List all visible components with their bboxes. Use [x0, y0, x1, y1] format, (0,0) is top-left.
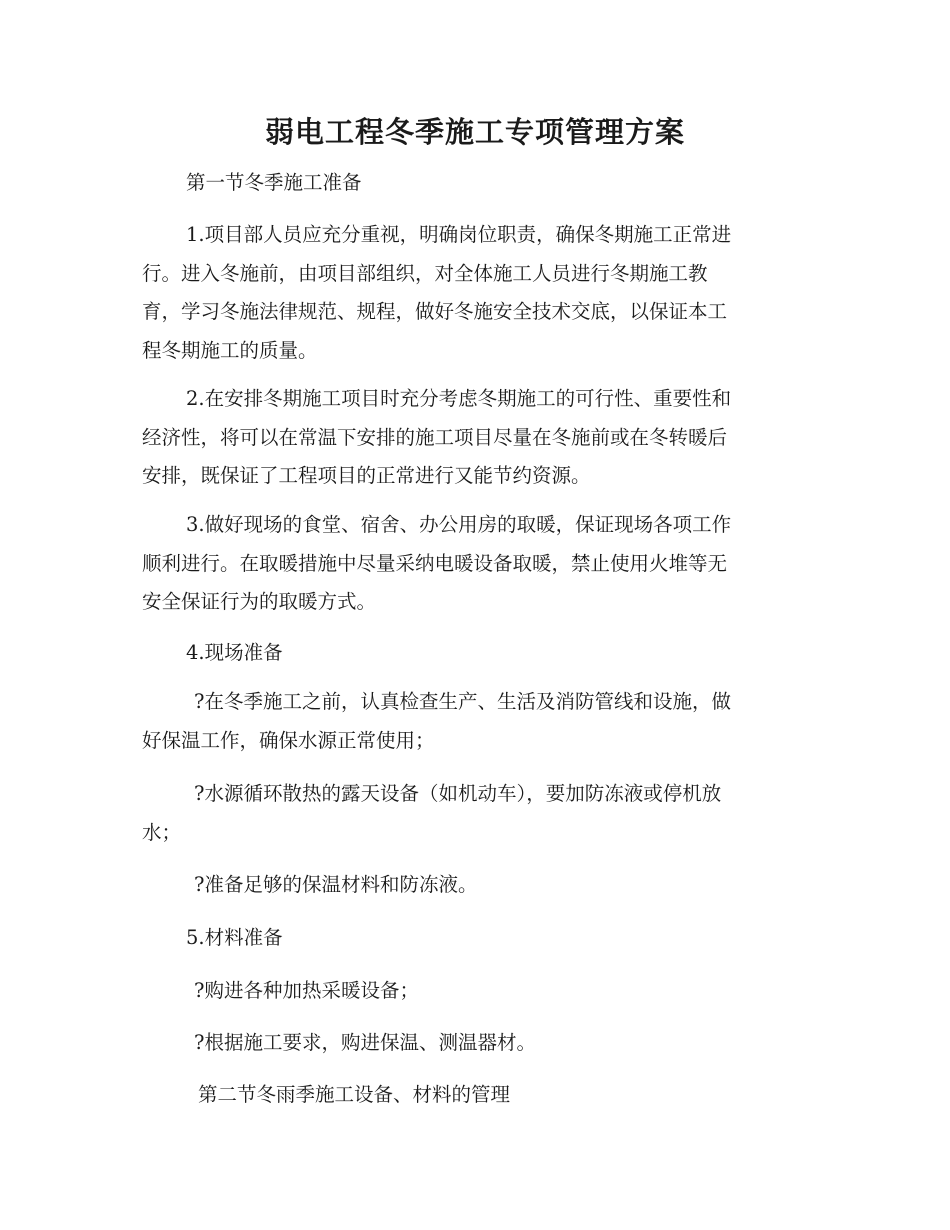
item-4-b — [142, 775, 794, 852]
paragraph-line: ?在冬季施工之前，认真检查生产、生活及消防管线和设施，做 — [194, 690, 731, 713]
item-5-b: ?根据施工要求，购进保温、测温器材。 — [194, 1031, 536, 1054]
paragraph-line: 2.在安排冬期施工项目时充分考虑冬期施工的可行性、重要性和 — [186, 387, 732, 410]
paragraph-line: 安排，既保证了工程项目的正常进行又能节约资源。 — [142, 464, 591, 487]
paragraph-line: 水； — [142, 820, 182, 844]
item-5-heading: 5.材料准备 — [186, 926, 283, 949]
paragraph-line: 行。进入冬施前，由项目部组织，对全体施工人员进行冬期施工教 — [142, 261, 708, 285]
item-4-heading: 4.现场准备 — [186, 641, 283, 664]
item-4-c: ?准备足够的保温材料和防冻液。 — [194, 873, 478, 896]
paragraph-line: 1.项目部人员应充分重视，明确岗位职责，确保冬期施工正常进 — [186, 223, 732, 246]
document-title: 弱电工程冬季施工专项管理方案 — [264, 115, 685, 149]
paragraph-line: 育，学习冬施法律规范、规程，做好冬施安全技术交底，以保证本工 — [142, 300, 728, 323]
section-heading-2: 第二节冬雨季施工设备、材料的管理 — [198, 1083, 511, 1106]
paragraph-line: 安全保证行为的取暖方式。 — [142, 590, 377, 613]
paragraph-3 — [142, 506, 794, 622]
paragraph-1 — [142, 216, 794, 370]
paragraph-line: 3.做好现场的食堂、宿舍、办公用房的取暖，保证现场各项工作 — [186, 513, 732, 536]
paragraph-line: 顺利进行。在取暖措施中尽量采纳电暖设备取暖，禁止使用火堆等无 — [142, 551, 728, 575]
item-4-a — [142, 683, 794, 760]
section-heading-1: 第一节冬季施工准备 — [186, 171, 362, 194]
item-5-a: ?购进各种加热采暖设备； — [194, 979, 419, 1002]
paragraph-line: 好保温工作，确保水源正常使用； — [142, 728, 435, 752]
paragraph-2 — [142, 380, 794, 496]
paragraph-line: 经济性，将可以在常温下安排的施工项目尽量在冬施前或在冬转暖后 — [142, 425, 728, 449]
paragraph-line: 程冬期施工的质量。 — [142, 338, 318, 362]
paragraph-line: ?水源循环散热的露天设备（如机动车），要加防冻液或停机放 — [194, 782, 722, 805]
